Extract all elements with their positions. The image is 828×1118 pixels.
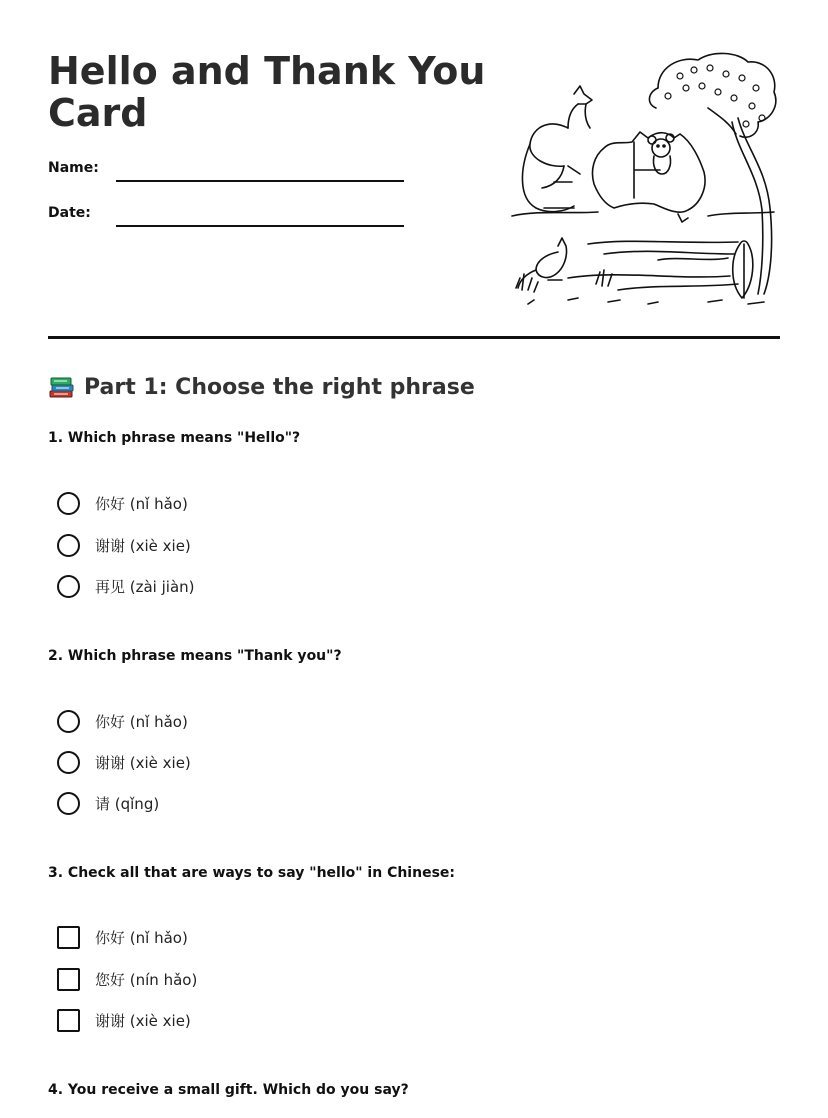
radio-button[interactable] (57, 575, 80, 598)
option-label: 你好 (nǐ hǎo) (95, 713, 188, 731)
q2-option-2[interactable] (57, 751, 191, 774)
q3-option-3[interactable] (57, 1009, 191, 1032)
option-label: 谢谢 (xiè xie) (95, 1012, 191, 1030)
option-label: 您好 (nín hǎo) (95, 971, 198, 989)
section-divider (48, 336, 780, 339)
q1-option-3[interactable] (57, 575, 195, 598)
question-1: 1. Which phrase means "Hello"? (48, 430, 301, 446)
option-label: 谢谢 (xiè xie) (95, 754, 191, 772)
name-line[interactable] (116, 180, 404, 182)
part1-heading (48, 374, 475, 400)
option-label: 再见 (zài jiàn) (95, 578, 195, 596)
radio-button[interactable] (57, 492, 80, 515)
radio-button[interactable] (57, 792, 80, 815)
date-line[interactable] (116, 225, 404, 227)
radio-button[interactable] (57, 534, 80, 557)
part1-heading-text: Part 1: Choose the right phrase (84, 374, 475, 400)
option-label: 你好 (nǐ hǎo) (95, 495, 188, 513)
q1-option-1[interactable] (57, 492, 188, 515)
name-label: Name: (48, 160, 99, 176)
q2-option-3[interactable] (57, 792, 159, 815)
question-4: 4. You receive a small gift. Which do you say? (48, 1082, 409, 1098)
books-icon (48, 374, 75, 400)
question-3: 3. Check all that are ways to say "hello" in Chinese: (48, 865, 455, 881)
australia-animals-illustration (508, 48, 780, 314)
checkbox[interactable] (57, 1009, 80, 1032)
option-label: 你好 (nǐ hǎo) (95, 929, 188, 947)
option-label: 请 (qǐng) (95, 795, 160, 813)
q3-option-1[interactable] (57, 926, 188, 949)
checkbox[interactable] (57, 926, 80, 949)
date-label: Date: (48, 205, 91, 221)
page-title: Hello and Thank You Card (48, 49, 486, 135)
checkbox[interactable] (57, 968, 80, 991)
q1-option-2[interactable] (57, 534, 191, 557)
radio-button[interactable] (57, 751, 80, 774)
question-2: 2. Which phrase means "Thank you"? (48, 648, 342, 664)
q2-option-1[interactable] (57, 710, 188, 733)
option-label: 谢谢 (xiè xie) (95, 537, 191, 555)
radio-button[interactable] (57, 710, 80, 733)
q3-option-2[interactable] (57, 968, 197, 991)
